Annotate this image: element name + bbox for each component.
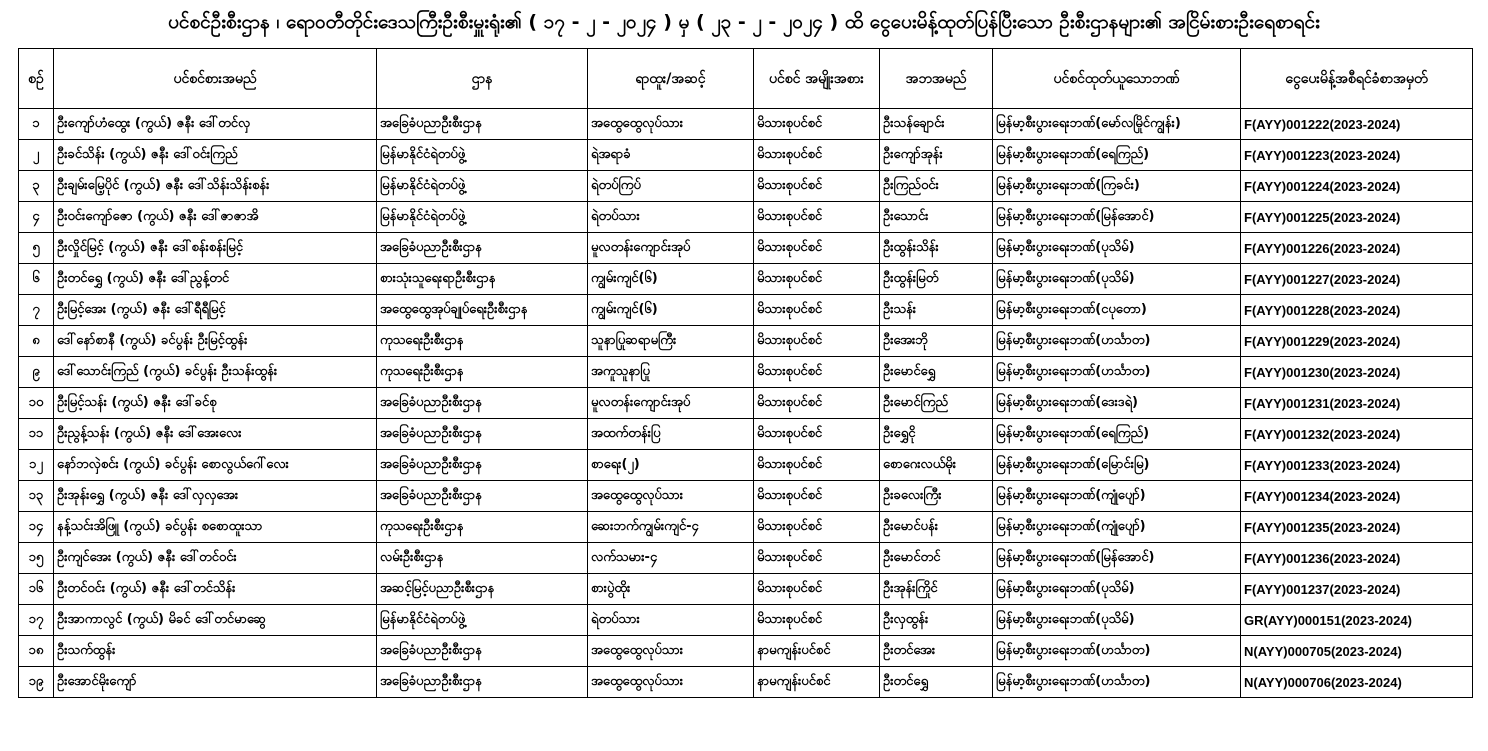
table-row	[19, 481, 1473, 512]
cell-rank: စာရေး(၂)	[588, 450, 754, 481]
cell-pensioner-name: နန့်သင်းအိဖြူ (ကွယ်) ခင်ပွန်း စစောထူးသာ	[54, 512, 377, 543]
cell-pensioner-name: ဦးဝင်းကျော်ဇော (ကွယ်) ဇနီး ဒေါ်ဇာဇာအိ	[54, 202, 377, 233]
header-order-number: ငွေပေးမိန့်အစီရင်ခံစာအမှတ်	[1241, 49, 1473, 109]
table-row	[19, 295, 1473, 326]
cell-department: ကုသရေးဦးစီးဌာန	[377, 512, 588, 543]
header-father-name: အဘအမည်	[880, 49, 993, 109]
cell-pension-type: မိသားစုပင်စင်	[754, 450, 880, 481]
pension-table	[18, 48, 1473, 698]
cell-bank: မြန်မာ့စီးပွားရေးဘဏ်(ရေကြည်)	[993, 140, 1241, 171]
cell-father-name: ဦးရွှေငို	[880, 419, 993, 450]
cell-rank: အထွေထွေလုပ်သား	[588, 481, 754, 512]
table-row	[19, 326, 1473, 357]
cell-pensioner-name: ဦးတင်ရွှေ (ကွယ်) ဇနီး ဒေါ်ညွန့်တင်	[54, 264, 377, 295]
cell-department: စားသုံးသူရေးရာဦးစီးဌာန	[377, 264, 588, 295]
cell-department: မြန်မာနိုင်ငံရဲတပ်ဖွဲ့	[377, 202, 588, 233]
cell-pension-type: မိသားစုပင်စင်	[754, 605, 880, 636]
cell-rank: မူလတန်းကျောင်းအုပ်	[588, 388, 754, 419]
cell-rank: မူလတန်းကျောင်းအုပ်	[588, 233, 754, 264]
table-row	[19, 636, 1473, 667]
cell-department: အခြေခံပညာဦးစီးဌာန	[377, 388, 588, 419]
header-pensioner-name: ပင်စင်စားအမည်	[54, 49, 377, 109]
cell-order-number: F(AYY)001223(2023-2024)	[1241, 140, 1473, 171]
cell-father-name: ဦးထွန်းမြတ်	[880, 264, 993, 295]
cell-pension-type: နာမကျန်းပင်စင်	[754, 667, 880, 698]
cell-order-number: F(AYY)001228(2023-2024)	[1241, 295, 1473, 326]
cell-serial: ၁	[19, 109, 54, 140]
cell-pensioner-name: နော်ဘလှဲစင်း (ကွယ်) ခင်ပွန်း စောလွယ်ဂေါ်လေး	[54, 450, 377, 481]
cell-pensioner-name: ဦးအောင်မိုးကျော်	[54, 667, 377, 698]
cell-department: အခြေခံပညာဦးစီးဌာန	[377, 667, 588, 698]
cell-bank: မြန်မာ့စီးပွားရေးဘဏ်(မြန်အောင်)	[993, 543, 1241, 574]
cell-father-name: ဦးမောင်ကြည်	[880, 388, 993, 419]
cell-serial: ၁၃	[19, 481, 54, 512]
cell-order-number: F(AYY)001226(2023-2024)	[1241, 233, 1473, 264]
header-serial: စဉ်	[19, 49, 54, 109]
cell-rank: ရဲတပ်သား	[588, 202, 754, 233]
cell-rank: သူနာပြုဆရာမကြီး	[588, 326, 754, 357]
cell-serial: ၁၁	[19, 419, 54, 450]
table-body	[19, 109, 1473, 698]
cell-father-name: ဦးတင်အေး	[880, 636, 993, 667]
cell-serial: ၇	[19, 295, 54, 326]
cell-bank: မြန်မာ့စီးပွားရေးဘဏ်(ဟင်္သာတ)	[993, 667, 1241, 698]
cell-pension-type: မိသားစုပင်စင်	[754, 481, 880, 512]
cell-department: အခြေခံပညာဦးစီးဌာန	[377, 233, 588, 264]
cell-father-name: ဦးကျော်အုန်း	[880, 140, 993, 171]
cell-serial: ၁၇	[19, 605, 54, 636]
table-row	[19, 357, 1473, 388]
cell-father-name: ဦးသန်း	[880, 295, 993, 326]
cell-serial: ၂	[19, 140, 54, 171]
cell-serial: ၁၅	[19, 543, 54, 574]
cell-father-name: ဦးခလေးကြီး	[880, 481, 993, 512]
cell-department: ကုသရေးဦးစီးဌာန	[377, 326, 588, 357]
cell-bank: မြန်မာ့စီးပွားရေးဘဏ်(ဟင်္သာတ)	[993, 636, 1241, 667]
cell-father-name: ဦးသောင်း	[880, 202, 993, 233]
cell-bank: မြန်မာ့စီးပွားရေးဘဏ်(ဟင်္သာတ)	[993, 357, 1241, 388]
cell-bank: မြန်မာ့စီးပွားရေးဘဏ်(ဟင်္သာတ)	[993, 326, 1241, 357]
cell-department: အဆင့်မြင့်ပညာဦးစီးဌာန	[377, 574, 588, 605]
cell-father-name: ဦးသန်ချောင်း	[880, 109, 993, 140]
cell-order-number: F(AYY)001224(2023-2024)	[1241, 171, 1473, 202]
cell-pension-type: မိသားစုပင်စင်	[754, 388, 880, 419]
cell-bank: မြန်မာ့စီးပွားရေးဘဏ်(ဒေးဒရဲ)	[993, 388, 1241, 419]
cell-pensioner-name: ဦးအာကာလွင် (ကွယ်) မိခင် ဒေါ်တင်မာဆွေ	[54, 605, 377, 636]
cell-department: အခြေခံပညာဦးစီးဌာန	[377, 109, 588, 140]
cell-father-name: ဦးထွန်းသိန်း	[880, 233, 993, 264]
cell-pension-type: မိသားစုပင်စင်	[754, 202, 880, 233]
cell-bank: မြန်မာ့စီးပွားရေးဘဏ်(မြန်အောင်)	[993, 202, 1241, 233]
cell-pension-type: မိသားစုပင်စင်	[754, 543, 880, 574]
cell-rank: အထွေထွေလုပ်သား	[588, 109, 754, 140]
cell-department: မြန်မာနိုင်ငံရဲတပ်ဖွဲ့	[377, 171, 588, 202]
table-row	[19, 202, 1473, 233]
table-row	[19, 574, 1473, 605]
cell-serial: ၃	[19, 171, 54, 202]
cell-pensioner-name: ဦးချမ်းမြေ့ပိုင် (ကွယ်) ဇနီး ဒေါ်သိန်းသိန်းစန်း	[54, 171, 377, 202]
cell-department: မြန်မာနိုင်ငံရဲတပ်ဖွဲ့	[377, 140, 588, 171]
cell-pensioner-name: ဦးမြင့်အေး (ကွယ်) ဇနီး ဒေါ်ရီရီမြင့်	[54, 295, 377, 326]
header-row	[19, 49, 1473, 109]
table-row	[19, 419, 1473, 450]
cell-serial: ၁၉	[19, 667, 54, 698]
cell-pensioner-name: ဦးမြင့်သန်း (ကွယ်) ဇနီး ဒေါ်ခင်စု	[54, 388, 377, 419]
cell-pension-type: မိသားစုပင်စင်	[754, 357, 880, 388]
cell-serial: ၆	[19, 264, 54, 295]
cell-serial: ၁၄	[19, 512, 54, 543]
cell-father-name: ဦးကြည်ဝင်း	[880, 171, 993, 202]
cell-serial: ၅	[19, 233, 54, 264]
cell-department: လမ်းဦးစီးဌာန	[377, 543, 588, 574]
cell-bank: မြန်မာ့စီးပွားရေးဘဏ်(ကျုံပျော်)	[993, 512, 1241, 543]
cell-order-number: F(AYY)001233(2023-2024)	[1241, 450, 1473, 481]
cell-father-name: ဦးမောင်တင်	[880, 543, 993, 574]
cell-order-number: F(AYY)001229(2023-2024)	[1241, 326, 1473, 357]
cell-department: မြန်မာနိုင်ငံရဲတပ်ဖွဲ့	[377, 605, 588, 636]
cell-order-number: F(AYY)001225(2023-2024)	[1241, 202, 1473, 233]
cell-father-name: စောဂေးလယ်မိုး	[880, 450, 993, 481]
cell-pensioner-name: ဦးခင်သိန်း (ကွယ်) ဇနီး ဒေါ်ဝင်းကြည်	[54, 140, 377, 171]
header-department: ဌာန	[377, 49, 588, 109]
cell-father-name: ဦးမောင်ရွှေ	[880, 357, 993, 388]
cell-order-number: F(AYY)001231(2023-2024)	[1241, 388, 1473, 419]
table-row	[19, 543, 1473, 574]
cell-bank: မြန်မာ့စီးပွားရေးဘဏ်(ပုသိမ်)	[993, 264, 1241, 295]
cell-serial: ၁၈	[19, 636, 54, 667]
cell-serial: ၁၂	[19, 450, 54, 481]
cell-pension-type: မိသားစုပင်စင်	[754, 419, 880, 450]
cell-bank: မြန်မာ့စီးပွားရေးဘဏ်(ပုသိမ်)	[993, 605, 1241, 636]
cell-serial: ၁၆	[19, 574, 54, 605]
cell-father-name: ဦးမောင်ပန်း	[880, 512, 993, 543]
cell-bank: မြန်မာ့စီးပွားရေးဘဏ်(ရေကြည်)	[993, 419, 1241, 450]
cell-order-number: N(AYY)000706(2023-2024)	[1241, 667, 1473, 698]
cell-department: အခြေခံပညာဦးစီးဌာန	[377, 636, 588, 667]
table-row	[19, 667, 1473, 698]
header-rank: ရာထူး/အဆင့်	[588, 49, 754, 109]
cell-bank: မြန်မာ့စီးပွားရေးဘဏ်(ကျုံပျော်)	[993, 481, 1241, 512]
cell-pension-type: မိသားစုပင်စင်	[754, 264, 880, 295]
table-row	[19, 450, 1473, 481]
cell-rank: ရဲအရာခံ	[588, 140, 754, 171]
cell-pension-type: မိသားစုပင်စင်	[754, 295, 880, 326]
cell-bank: မြန်မာ့စီးပွားရေးဘဏ်(ကြခင်း)	[993, 171, 1241, 202]
cell-order-number: F(AYY)001222(2023-2024)	[1241, 109, 1473, 140]
cell-order-number: F(AYY)001230(2023-2024)	[1241, 357, 1473, 388]
cell-order-number: GR(AYY)000151(2023-2024)	[1241, 605, 1473, 636]
cell-serial: ၄	[19, 202, 54, 233]
cell-rank: ရဲတပ်ကြပ်	[588, 171, 754, 202]
cell-bank: မြန်မာ့စီးပွားရေးဘဏ်(ပုသိမ်)	[993, 233, 1241, 264]
cell-bank: မြန်မာ့စီးပွားရေးဘဏ်(ပုသိမ်)	[993, 574, 1241, 605]
cell-department: ကုသရေးဦးစီးဌာန	[377, 357, 588, 388]
cell-pension-type: မိသားစုပင်စင်	[754, 140, 880, 171]
cell-pension-type: မိသားစုပင်စင်	[754, 233, 880, 264]
cell-pension-type: မိသားစုပင်စင်	[754, 574, 880, 605]
cell-order-number: F(AYY)001235(2023-2024)	[1241, 512, 1473, 543]
table-row	[19, 264, 1473, 295]
cell-pension-type: မိသားစုပင်စင်	[754, 512, 880, 543]
cell-pensioner-name: ဦးကျင်အေး (ကွယ်) ဇနီး ဒေါ်တင်ဝင်း	[54, 543, 377, 574]
cell-order-number: F(AYY)001237(2023-2024)	[1241, 574, 1473, 605]
cell-serial: ၈	[19, 326, 54, 357]
cell-rank: အထွေထွေလုပ်သား	[588, 636, 754, 667]
cell-bank: မြန်မာ့စီးပွားရေးဘဏ်(မြောင်းမြ)	[993, 450, 1241, 481]
table-row	[19, 109, 1473, 140]
cell-rank: အကူသူနာပြု	[588, 357, 754, 388]
cell-pensioner-name: ဦးလှိုင်မြင့် (ကွယ်) ဇနီး ဒေါ်စန်းစန်းမြင့်	[54, 233, 377, 264]
cell-father-name: ဦးလှထွန်း	[880, 605, 993, 636]
cell-serial: ၁၀	[19, 388, 54, 419]
cell-order-number: F(AYY)001227(2023-2024)	[1241, 264, 1473, 295]
cell-bank: မြန်မာ့စီးပွားရေးဘဏ်(မော်လမြိုင်ကျွန်း)	[993, 109, 1241, 140]
cell-order-number: F(AYY)001236(2023-2024)	[1241, 543, 1473, 574]
cell-rank: လက်သမား-၄	[588, 543, 754, 574]
page-title: ပင်စင်ဦးစီးဌာန ၊ ရောဝတီတိုင်းဒေသကြီးဦးစီးမှူးရုံး၏ ( ၁၇ - ၂ - ၂၀၂၄ ) မှ ( ၂၃ - ၂ - ၂၀၂၄ ) ထိ ငွေပေးမိန့်ထုတ်ပြန်ပြီးသော ဦးစီးဌာနများ၏ အငြိမ်းစားဦးရေစာရင်း	[168, 11, 1320, 33]
cell-department: အခြေခံပညာဦးစီးဌာန	[377, 481, 588, 512]
cell-order-number: F(AYY)001234(2023-2024)	[1241, 481, 1473, 512]
table-row	[19, 233, 1473, 264]
cell-pensioner-name: ဒေါ်နော်စာနီ (ကွယ်) ခင်ပွန်း ဦးမြင့်ထွန်း	[54, 326, 377, 357]
cell-pensioner-name: ဦးသက်ထွန်း	[54, 636, 377, 667]
cell-pension-type: မိသားစုပင်စင်	[754, 326, 880, 357]
cell-rank: ကျွမ်းကျင်(၆)	[588, 264, 754, 295]
table-row	[19, 140, 1473, 171]
cell-pensioner-name: ဦးကျော်ဟံထွေး (ကွယ်) ဇနီး ဒေါ်တင်လှ	[54, 109, 377, 140]
cell-pensioner-name: ဒေါ်သောင်းကြည် (ကွယ်) ခင်ပွန်း ဦးသန်းထွန်း	[54, 357, 377, 388]
cell-order-number: F(AYY)001232(2023-2024)	[1241, 419, 1473, 450]
cell-serial: ၉	[19, 357, 54, 388]
cell-father-name: ဦးတင်ရွှေ	[880, 667, 993, 698]
cell-pension-type: မိသားစုပင်စင်	[754, 171, 880, 202]
cell-father-name: ဦးအုန်းကြိုင်	[880, 574, 993, 605]
cell-bank: မြန်မာ့စီးပွားရေးဘဏ်(ငပုတော)	[993, 295, 1241, 326]
table-row	[19, 171, 1473, 202]
cell-rank: ရဲတပ်သား	[588, 605, 754, 636]
table-row	[19, 605, 1473, 636]
cell-pension-type: နာမကျန်းပင်စင်	[754, 636, 880, 667]
cell-department: အခြေခံပညာဦးစီးဌာန	[377, 419, 588, 450]
cell-rank: ကျွမ်းကျင်(၆)	[588, 295, 754, 326]
header-pension-type: ပင်စင် အမျိုးအစား	[754, 49, 880, 109]
cell-father-name: ဦးအေးဘို	[880, 326, 993, 357]
cell-department: အခြေခံပညာဦးစီးဌာန	[377, 450, 588, 481]
cell-rank: အထွေထွေလုပ်သား	[588, 667, 754, 698]
cell-order-number: N(AYY)000705(2023-2024)	[1241, 636, 1473, 667]
table-row	[19, 388, 1473, 419]
cell-rank: အထက်တန်းပြ	[588, 419, 754, 450]
cell-pension-type: မိသားစုပင်စင်	[754, 109, 880, 140]
cell-rank: ဆေးဘက်ကျွမ်းကျင်-၄	[588, 512, 754, 543]
header-bank: ပင်စင်ထုတ်ယူသောဘဏ်	[993, 49, 1241, 109]
cell-pensioner-name: ဦးတင်ဝင်း (ကွယ်) ဇနီး ဒေါ်တင်သိန်း	[54, 574, 377, 605]
cell-department: အထွေထွေအုပ်ချုပ်ရေးဦးစီးဌာန	[377, 295, 588, 326]
cell-rank: စားပွဲထိုး	[588, 574, 754, 605]
cell-pensioner-name: ဦးအုန်းရွှေ (ကွယ်) ဇနီး ဒေါ်လှလှအေး	[54, 481, 377, 512]
table-row	[19, 512, 1473, 543]
cell-pensioner-name: ဦးညွန့်သန်း (ကွယ်) ဇနီး ဒေါ်အေးလေး	[54, 419, 377, 450]
